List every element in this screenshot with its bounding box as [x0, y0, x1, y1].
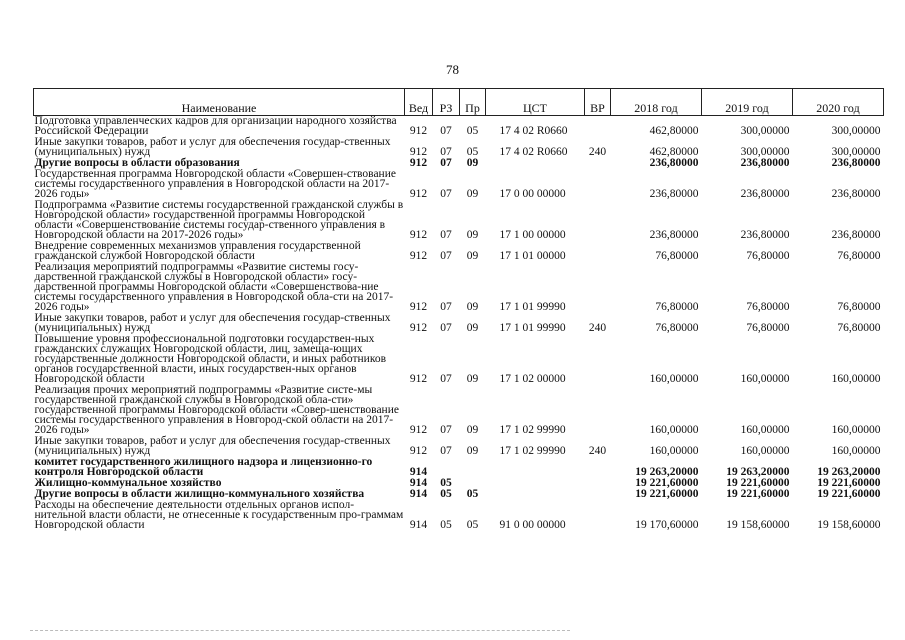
cell-y2019: 236,80000 — [740, 229, 790, 241]
page-number: 78 — [446, 62, 459, 77]
cell-rz: 07 — [440, 250, 452, 262]
cell-y2020: 236,80000 — [831, 229, 881, 241]
cell-y2018: 19 170,60000 — [635, 519, 699, 531]
cell-name: Иные закупки товаров, работ и услуг для обеспечения государ-ственных (муниципальных) нужд — [34, 312, 391, 334]
cell-pr: 09 — [466, 373, 479, 385]
cell-cst: 17 0 00 00000 — [499, 188, 566, 200]
cell-cst: 17 4 02 R0660 — [499, 125, 568, 137]
header-rz: РЗ — [433, 89, 460, 116]
cell-y2019: 19 158,60000 — [726, 519, 790, 531]
cell-cst: 17 1 02 00000 — [499, 373, 566, 385]
cell-rz: 07 — [440, 229, 452, 241]
header-2018: 2018 год — [611, 89, 702, 116]
cell-y2018: 462,80000 — [649, 125, 699, 137]
header-ved: Вед — [405, 89, 433, 116]
cell-pr: 09 — [466, 445, 479, 457]
cell-y2020: 19 221,60000 — [817, 477, 881, 489]
cell-rz: 05 — [440, 519, 452, 531]
cell-y2019: 160,00000 — [740, 445, 790, 457]
cell-pr: 09 — [466, 424, 479, 436]
table-row — [34, 169, 884, 200]
cell-vr: 240 — [588, 322, 607, 334]
cell-rz: 07 — [440, 322, 452, 334]
cell-y2019: 19 221,60000 — [726, 477, 790, 489]
cell-pr: 05 — [466, 519, 479, 531]
cell-pr: 05 — [466, 146, 479, 158]
cell-name: Подпрограмма «Развитие системы государственной гражданской службы в Новгородской области» государственной программы Новгородской области «Совершенствование системы государ-ственного управления в Новгородской области на 2017-2026 годы» — [34, 199, 404, 241]
cell-name: Иные закупки товаров, работ и услуг для обеспечения государ-ственных (муниципальных) нужд — [34, 136, 391, 158]
cell-pr: 09 — [466, 188, 479, 200]
cell-y2018: 160,00000 — [649, 373, 699, 385]
cell-pr: 05 — [466, 488, 479, 500]
header-cst: ЦСТ — [486, 89, 585, 116]
table-body — [34, 116, 884, 532]
cell-y2019: 300,00000 — [740, 125, 790, 137]
cell-rz: 07 — [440, 157, 452, 169]
cell-cst: 17 1 00 00000 — [499, 229, 566, 241]
cell-ved: 912 — [409, 229, 428, 241]
cell-cst — [486, 457, 585, 478]
cell-y2018: 160,00000 — [649, 424, 699, 436]
cell-y2019: 300,00000 — [740, 146, 790, 158]
cell-y2019: 160,00000 — [740, 424, 790, 436]
cell-cst: 17 1 02 99990 — [499, 445, 566, 457]
cell-cst: 17 1 01 00000 — [499, 250, 566, 262]
cell-cst: 17 4 02 R0660 — [499, 146, 568, 158]
table-header-row — [34, 89, 884, 116]
cell-name: Подготовка управленческих кадров для организации народного хозяйства Российской Федерации — [34, 115, 397, 137]
table-row — [34, 200, 884, 241]
cell-y2019: 19 263,20000 — [726, 466, 790, 478]
cell-ved: 912 — [409, 373, 428, 385]
cell-pr: 09 — [466, 301, 479, 313]
cell-y2018: 76,80000 — [655, 250, 699, 262]
cell-name: Реализация мероприятий подпрограммы «Развитие системы госу-дарственной гражданской службы в Новгородской области» госу-дарственной программы Новгородской области «Совершенствова-ние системы государственного управления в Новгородской обла-сти на 2017-2026 годы» — [34, 261, 394, 313]
cell-ved: 914 — [409, 488, 428, 500]
cell-vr — [585, 500, 611, 531]
scan-noise-line — [30, 630, 570, 633]
cell-pr: 09 — [466, 250, 479, 262]
cell-cst: 17 1 01 99990 — [499, 301, 566, 313]
cell-cst: 91 0 00 00000 — [499, 519, 566, 531]
cell-vr — [585, 241, 611, 262]
cell-rz: 07 — [440, 125, 452, 137]
cell-name: Иные закупки товаров, работ и услуг для обеспечения государ-ственных (муниципальных) нужд — [34, 435, 391, 457]
cell-vr — [585, 478, 611, 489]
cell-rz: 07 — [440, 146, 452, 158]
cell-vr: 240 — [588, 445, 607, 457]
cell-name: Другие вопросы в области жилищно-коммунального хозяйства — [34, 488, 365, 500]
table-row — [34, 500, 884, 531]
cell-vr: 240 — [588, 146, 607, 158]
cell-vr — [585, 334, 611, 385]
cell-y2020: 76,80000 — [837, 250, 881, 262]
cell-y2020: 19 263,20000 — [817, 466, 881, 478]
cell-vr — [585, 200, 611, 241]
cell-ved: 914 — [409, 477, 428, 489]
cell-rz — [433, 457, 460, 478]
cell-name: Другие вопросы в области образования — [34, 157, 240, 169]
header-2019: 2019 год — [702, 89, 793, 116]
cell-ved: 912 — [409, 424, 428, 436]
cell-name: Государственная программа Новгородской области «Совершен-ствование системы государственного управления в Новгородской области на 2017-2026 годы» — [34, 168, 396, 200]
cell-vr — [585, 262, 611, 313]
header-name: Наименование — [34, 89, 405, 116]
table-row — [34, 385, 884, 436]
cell-cst — [486, 158, 585, 169]
table-row — [34, 334, 884, 385]
cell-ved: 912 — [409, 322, 428, 334]
cell-y2019: 76,80000 — [746, 322, 790, 334]
cell-cst — [486, 489, 585, 500]
table-row — [34, 137, 884, 158]
cell-rz: 07 — [440, 301, 452, 313]
cell-ved: 912 — [409, 125, 428, 137]
cell-y2018: 19 221,60000 — [635, 477, 699, 489]
cell-ved: 914 — [409, 519, 428, 531]
cell-y2019: 19 221,60000 — [726, 488, 790, 500]
cell-vr — [585, 457, 611, 478]
cell-rz: 05 — [440, 488, 452, 500]
budget-table — [33, 88, 884, 531]
cell-name: комитет государственного жилищного надзора и лицензионно-го контроля Новгородской области — [34, 456, 373, 478]
cell-y2018: 19 221,60000 — [635, 488, 699, 500]
cell-ved: 912 — [409, 250, 428, 262]
cell-ved: 912 — [409, 146, 428, 158]
header-pr: Пр — [460, 89, 486, 116]
cell-y2018: 19 263,20000 — [635, 466, 699, 478]
cell-y2020: 160,00000 — [831, 424, 881, 436]
cell-vr — [585, 489, 611, 500]
cell-ved: 912 — [409, 157, 428, 169]
cell-y2018: 462,80000 — [649, 146, 699, 158]
cell-ved: 912 — [409, 445, 428, 457]
cell-y2019: 160,00000 — [740, 373, 790, 385]
table-row — [34, 457, 884, 478]
table-row — [34, 313, 884, 334]
cell-y2020: 236,80000 — [831, 157, 881, 169]
cell-rz: 07 — [440, 373, 452, 385]
cell-y2020: 76,80000 — [837, 322, 881, 334]
cell-y2019: 236,80000 — [740, 157, 790, 169]
cell-vr — [585, 169, 611, 200]
cell-vr — [585, 385, 611, 436]
cell-y2018: 236,80000 — [649, 188, 699, 200]
cell-y2020: 19 158,60000 — [817, 519, 881, 531]
cell-rz: 07 — [440, 424, 452, 436]
table-row — [34, 116, 884, 138]
cell-y2020: 236,80000 — [831, 188, 881, 200]
table-row — [34, 436, 884, 457]
cell-pr: 05 — [466, 125, 479, 137]
cell-y2018: 76,80000 — [655, 301, 699, 313]
cell-name: Внедрение современных механизмов управления государственной гражданской службой Новгородской области — [34, 240, 361, 262]
cell-y2020: 300,00000 — [831, 146, 881, 158]
cell-name: Расходы на обеспечение деятельности отдельных органов испол-нительной власти области, не отнесенные к государственным про-граммам Новгородской области — [34, 499, 404, 531]
cell-ved: 914 — [409, 466, 428, 478]
cell-pr: 09 — [466, 322, 479, 334]
header-2020: 2020 год — [793, 89, 884, 116]
cell-name: Повышение уровня профессиональной подготовки государствен-ных гражданских служащих Новгородской области, лиц, замеща-ющих государственные должности Новгородской области, и иных работников органов государственной власти, иных государствен-ных органов Новгородской области — [34, 333, 387, 385]
cell-cst: 17 1 01 99990 — [499, 322, 566, 334]
cell-rz: 05 — [440, 477, 452, 489]
cell-cst: 17 1 02 99990 — [499, 424, 566, 436]
cell-ved: 912 — [409, 301, 428, 313]
header-vr: ВР — [585, 89, 611, 116]
table-row — [34, 241, 884, 262]
cell-rz: 07 — [440, 445, 452, 457]
cell-y2020: 300,00000 — [831, 125, 881, 137]
table-row — [34, 262, 884, 313]
cell-y2020: 160,00000 — [831, 373, 881, 385]
cell-y2019: 76,80000 — [746, 301, 790, 313]
cell-rz: 07 — [440, 188, 452, 200]
cell-y2018: 236,80000 — [649, 157, 699, 169]
cell-pr: 09 — [466, 229, 479, 241]
cell-y2018: 76,80000 — [655, 322, 699, 334]
cell-y2019: 76,80000 — [746, 250, 790, 262]
cell-y2019: 236,80000 — [740, 188, 790, 200]
cell-name: Реализация прочих мероприятий подпрограммы «Развитие систе-мы государственной гражданской службы в Новгородской обла-сти» государственной программы Новгородской области «Совер-шенствование системы государственного управления в Новгород-ской области на 2017-2026 годы» — [34, 384, 399, 436]
cell-pr: 09 — [466, 157, 479, 169]
cell-cst — [486, 478, 585, 489]
cell-y2018: 160,00000 — [649, 445, 699, 457]
cell-y2020: 76,80000 — [837, 301, 881, 313]
cell-y2020: 19 221,60000 — [817, 488, 881, 500]
cell-y2020: 160,00000 — [831, 445, 881, 457]
cell-vr — [585, 158, 611, 169]
cell-vr — [585, 116, 611, 138]
cell-pr — [460, 457, 486, 478]
cell-ved: 912 — [409, 188, 428, 200]
cell-name: Жилищно-коммунальное хозяйство — [34, 477, 222, 489]
cell-y2018: 236,80000 — [649, 229, 699, 241]
